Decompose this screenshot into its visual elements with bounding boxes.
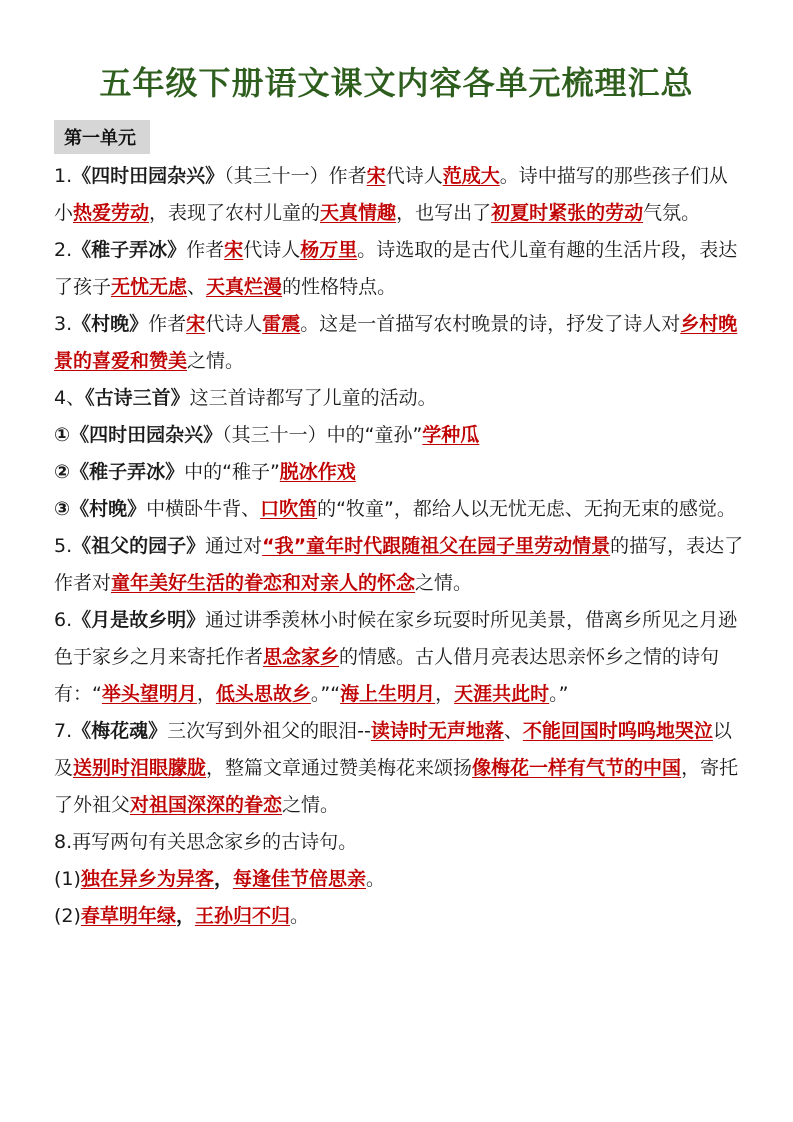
- item-number: 3.: [54, 313, 73, 335]
- answer-dynasty: 宋: [224, 239, 244, 261]
- answer-dynasty: 宋: [366, 165, 386, 187]
- text: 、: [503, 720, 523, 742]
- item-8-2: [54, 898, 744, 935]
- item-5: [54, 528, 744, 602]
- work-title: 《古诗三首》: [85, 387, 190, 409]
- work-title: 《稚子弄冰》: [70, 461, 185, 483]
- answer: 学种瓜: [422, 424, 480, 446]
- text: 代诗人: [385, 165, 443, 187]
- answer: 不能回国时呜呜地哭泣: [522, 720, 713, 742]
- text: 代诗人: [205, 313, 263, 335]
- answer: 天涯共此时: [454, 683, 550, 705]
- text: 之情。: [282, 794, 340, 816]
- item-4-2: [54, 454, 744, 491]
- answer: 独在异乡为异客: [80, 868, 214, 890]
- answer: 脱冰作戏: [279, 461, 356, 483]
- text: 通过讲季羡林小时候在家乡玩耍时所见美景，借离乡所见之月逊色于家乡之月来寄托作者: [54, 609, 738, 668]
- item-number: 5.: [54, 535, 73, 557]
- text: ，: [175, 905, 195, 927]
- text: 气氛。: [643, 202, 701, 224]
- item-4-3: [54, 491, 744, 528]
- item-8-1: [54, 861, 744, 898]
- text: 。”: [549, 683, 569, 705]
- text: 三次写到外祖父的眼泪--: [167, 720, 371, 742]
- text: 。这是一首描写农村晚景的诗，抒发了诗人对: [300, 313, 681, 335]
- content: [54, 158, 744, 935]
- text: ，: [435, 683, 455, 705]
- answer: “我”童年时代跟随祖父在园子里劳动情景: [262, 535, 611, 557]
- work-title: 《梅花魂》: [72, 720, 168, 742]
- answer: 无忧无虑: [111, 276, 188, 298]
- text: 的性格特点。: [282, 276, 397, 298]
- text: ，: [196, 683, 216, 705]
- text: 。诗选取的是古代儿童有趣的生活片段，表达了孩子: [54, 239, 738, 298]
- text: 。诗中描写的那些孩子们从小: [54, 165, 728, 224]
- answer: 对祖国深深的眷恋: [130, 794, 283, 816]
- section-heading: 第一单元: [54, 120, 150, 154]
- item-4: [54, 380, 744, 417]
- text: （其三十一）中的“童孙”: [222, 424, 423, 446]
- item-2: [54, 232, 744, 306]
- item-number: (2): [54, 905, 81, 927]
- text: 以及: [54, 720, 732, 779]
- text: 这三首诗都写了儿童的活动。: [189, 387, 437, 409]
- item-number: ③: [54, 498, 71, 520]
- text: 代诗人: [243, 239, 301, 261]
- text: （其三十一）作者: [224, 165, 367, 187]
- text: 。: [289, 905, 309, 927]
- item-number: 7.: [54, 720, 73, 742]
- text: ，整篇文章通过赞美梅花来颂扬: [206, 757, 473, 779]
- item-number: ②: [54, 461, 71, 483]
- text: 8.再写两句有关思念家乡的古诗句。: [54, 831, 358, 853]
- answer-dynasty: 宋: [186, 313, 206, 335]
- answer: 口吹笛: [260, 498, 318, 520]
- item-6: [54, 602, 744, 713]
- text: 通过对: [205, 535, 263, 557]
- page-title: 五年级下册语文课文内容各单元梳理汇总: [99, 64, 694, 102]
- text: 之情。: [187, 350, 245, 372]
- work-title: 《祖父的园子》: [72, 535, 206, 557]
- text: 的“牧童”，都给人以无忧无虑、无拘无束的感觉。: [317, 498, 736, 520]
- item-number: 6.: [54, 609, 73, 631]
- answer: 像梅花一样有气节的中国: [472, 757, 682, 779]
- text: 、: [187, 276, 207, 298]
- work-title: 《月是故乡明》: [72, 609, 206, 631]
- item-number: ①: [54, 424, 71, 446]
- item-7: [54, 713, 744, 824]
- item-1: [54, 158, 744, 232]
- text: ，: [213, 868, 233, 890]
- item-4-1: [54, 417, 744, 454]
- text: ，寄托了外祖父: [54, 757, 739, 816]
- work-title: 《村晚》: [72, 313, 149, 335]
- answer: 热爱劳动: [73, 202, 150, 224]
- answer: 海上生明月: [340, 683, 436, 705]
- work-title: 《四时田园杂兴》: [72, 165, 225, 187]
- answer: 初夏时紧张的劳动: [491, 202, 644, 224]
- answer-poet: 雷震: [262, 313, 301, 335]
- text: 的情感。古人借月亮表达思亲怀乡之情的诗句有：“: [54, 646, 720, 705]
- answer: 乡村晚景的喜爱和赞美: [54, 313, 738, 372]
- answer: 天真烂漫: [206, 276, 283, 298]
- answer: 举头望明月: [101, 683, 197, 705]
- text: 之情。: [415, 572, 473, 594]
- text: 中的“稚子”: [184, 461, 280, 483]
- answer: 送别时泪眼朦胧: [73, 757, 207, 779]
- item-number: 1.: [54, 165, 73, 187]
- item-number: (1): [54, 868, 81, 890]
- answer: 天真情趣: [320, 202, 397, 224]
- text: ，也写出了: [396, 202, 492, 224]
- answer: 春草明年绿: [80, 905, 176, 927]
- text: 。”“: [310, 683, 341, 705]
- text: 作者: [186, 239, 225, 261]
- text: 中横卧牛背、: [146, 498, 261, 520]
- item-8: [54, 824, 744, 861]
- text: ，表现了农村儿童的: [149, 202, 321, 224]
- answer: 王孙归不归: [194, 905, 290, 927]
- text: 的描写，表达了作者对: [54, 535, 744, 594]
- work-title: 《四时田园杂兴》: [70, 424, 223, 446]
- item-number: 4、: [54, 387, 86, 409]
- answer-poet: 杨万里: [300, 239, 358, 261]
- answer: 每逢佳节倍思亲: [232, 868, 366, 890]
- answer: 低头思故乡: [215, 683, 311, 705]
- answer: 童年美好生活的眷恋和对亲人的怀念: [111, 572, 416, 594]
- answer-poet: 范成大: [442, 165, 500, 187]
- text: 。: [365, 868, 385, 890]
- text: 作者: [148, 313, 187, 335]
- item-3: [54, 306, 744, 380]
- work-title: 《稚子弄冰》: [72, 239, 187, 261]
- item-number: 2.: [54, 239, 73, 261]
- answer: 思念家乡: [263, 646, 340, 668]
- work-title: 《村晚》: [70, 498, 147, 520]
- answer: 读诗时无声地落: [370, 720, 504, 742]
